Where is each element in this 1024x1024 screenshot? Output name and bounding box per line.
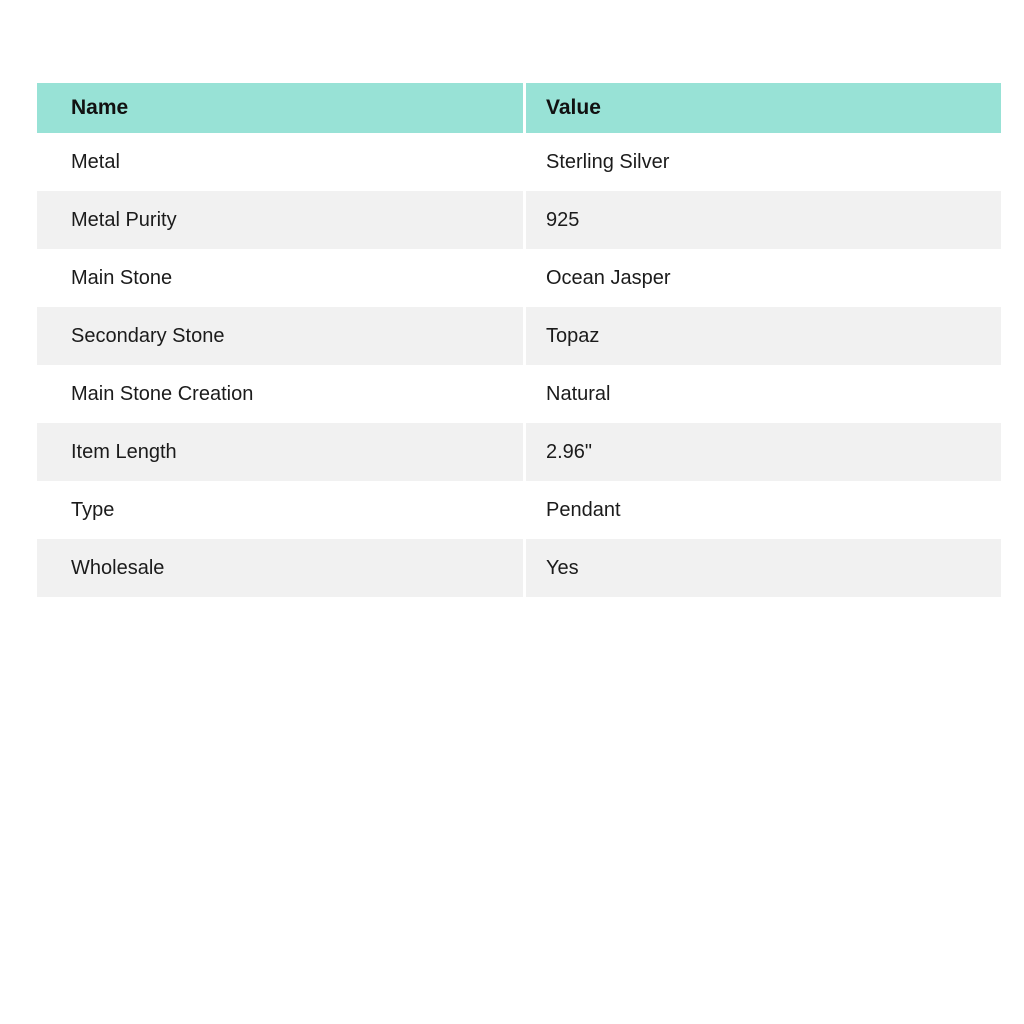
value-cell: 925 xyxy=(523,191,1001,249)
value-cell: Yes xyxy=(523,539,1001,597)
table-row xyxy=(37,423,1001,481)
table-row xyxy=(37,539,1001,597)
table-body xyxy=(37,133,1001,597)
name-cell: Secondary Stone xyxy=(71,324,225,347)
name-cell: Item Length xyxy=(71,440,177,463)
value-cell: 2.96" xyxy=(523,423,1001,481)
table-header-row xyxy=(37,83,1001,133)
name-cell: Metal xyxy=(71,150,120,173)
value-cell: Sterling Silver xyxy=(523,133,1001,191)
name-cell: Type xyxy=(71,498,115,521)
column-header-name: Name xyxy=(71,96,129,119)
table-row xyxy=(37,249,1001,307)
table-row xyxy=(37,481,1001,539)
table-row xyxy=(37,307,1001,365)
name-cell: Main Stone xyxy=(71,266,173,289)
name-cell: Wholesale xyxy=(71,556,165,579)
product-attributes-table xyxy=(37,83,1001,597)
value-cell: Topaz xyxy=(523,307,1001,365)
value-cell: Pendant xyxy=(523,481,1001,539)
name-cell: Metal Purity xyxy=(71,208,177,231)
value-cell: Natural xyxy=(523,365,1001,423)
name-cell: Main Stone Creation xyxy=(71,382,254,405)
column-header-value: Value xyxy=(523,83,1001,133)
table-row xyxy=(37,191,1001,249)
table-row xyxy=(37,365,1001,423)
table-row xyxy=(37,133,1001,191)
value-cell: Ocean Jasper xyxy=(523,249,1001,307)
